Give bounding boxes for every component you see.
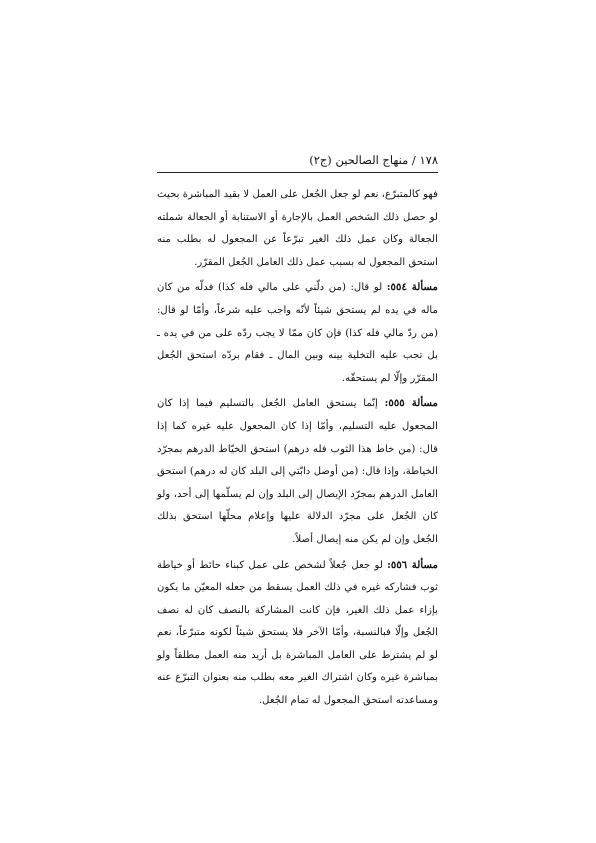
paragraph-issue-556 — [157, 554, 438, 713]
running-title: ١٧٨ / منهاج الصالحين (ج٢) — [309, 153, 438, 167]
paragraph-text: إنّما يستحق العامل الجُعل بالتسليم فيما إذا كان المجعول عليه التسليم، وأمّا إذا كان المجعول عليه غيره كما إذا قال: (من خاط هذا الثوب فله درهم) استحق الخيّاط الدرهم بمجرّد الخياطة، وإذا قال: (من أوصل دابّتي إلى البلد كان له درهم) استحق العامل الدرهم بمجرّد الإيصال إلى البلد وإن لم يسلّمها إلى أحد، ولو كان الجُعل على مجرّد الدلالة عليها وإعلام محلّها استحق بذلك الجُعل وإن لم يكن منه إيصال أصلاً. — [157, 398, 438, 545]
issue-label: مسألة ٥٥٤: — [386, 281, 438, 294]
running-header — [157, 150, 438, 170]
paragraph-issue-555 — [157, 392, 438, 551]
issue-label: مسألة ٥٥٥: — [384, 397, 439, 410]
body-text — [157, 184, 438, 715]
paragraph-continuation — [157, 184, 438, 274]
paragraph-text: لو قال: (من دلّني على مالي فله كذا) فدلّه من كان ماله في يده لم يستحق شيئاً لأنّه واجب عليه شرعاً، وأمّا لو قال: (من ردّ مالي فله كذا) فإن كان ممّا لا يجب ردّه على من في يده ـ بل تجب عليه التخلية بينه وبين المال ـ فقام بردّه استحق الجُعل المقرّر وإلّا لم يستحقّه. — [157, 282, 438, 384]
paragraph-text: فهو كالمتبرّع، نعم لو جعل الجُعل على العمل لا بقيد المباشرة بحيث لو حصل ذلك الشخص العمل بالإجارة أو الاستنابة أو الجعالة شملته الجعالة وكان عمل ذلك الغير تبرّعاً عن المجعول له بطلب منه استحق المجعول له بسبب عمل ذلك العامل الجُعل المقرّر. — [157, 189, 438, 268]
paragraph-text: لو جعل جُعلاً لشخص على عمل كبناء حائط أو خياطة ثوب فشاركه غيره في ذلك العمل يسقط من جعله المعيّن ما يكون بإزاء عمل ذلك الغير، فإن كانت المشاركة بالنصف كان له نصف الجُعل وإلّا فبالنسبة، وأمّا الآخر فلا يستحق شيئاً لكونه متبرّعاً، نعم لو لم يشترط على العامل المباشرة بل أريد منه العمل مطلقاً ولو بمباشرة غيره وكان اشتراك الغير معه بطلب منه بعنوان التبرّع عنه ومساعدته استحق المجعول له تمام الجُعل. — [157, 559, 438, 707]
issue-label: مسألة ٥٥٦: — [387, 558, 438, 571]
paragraph-issue-554 — [157, 276, 438, 390]
header-divider — [157, 172, 438, 173]
